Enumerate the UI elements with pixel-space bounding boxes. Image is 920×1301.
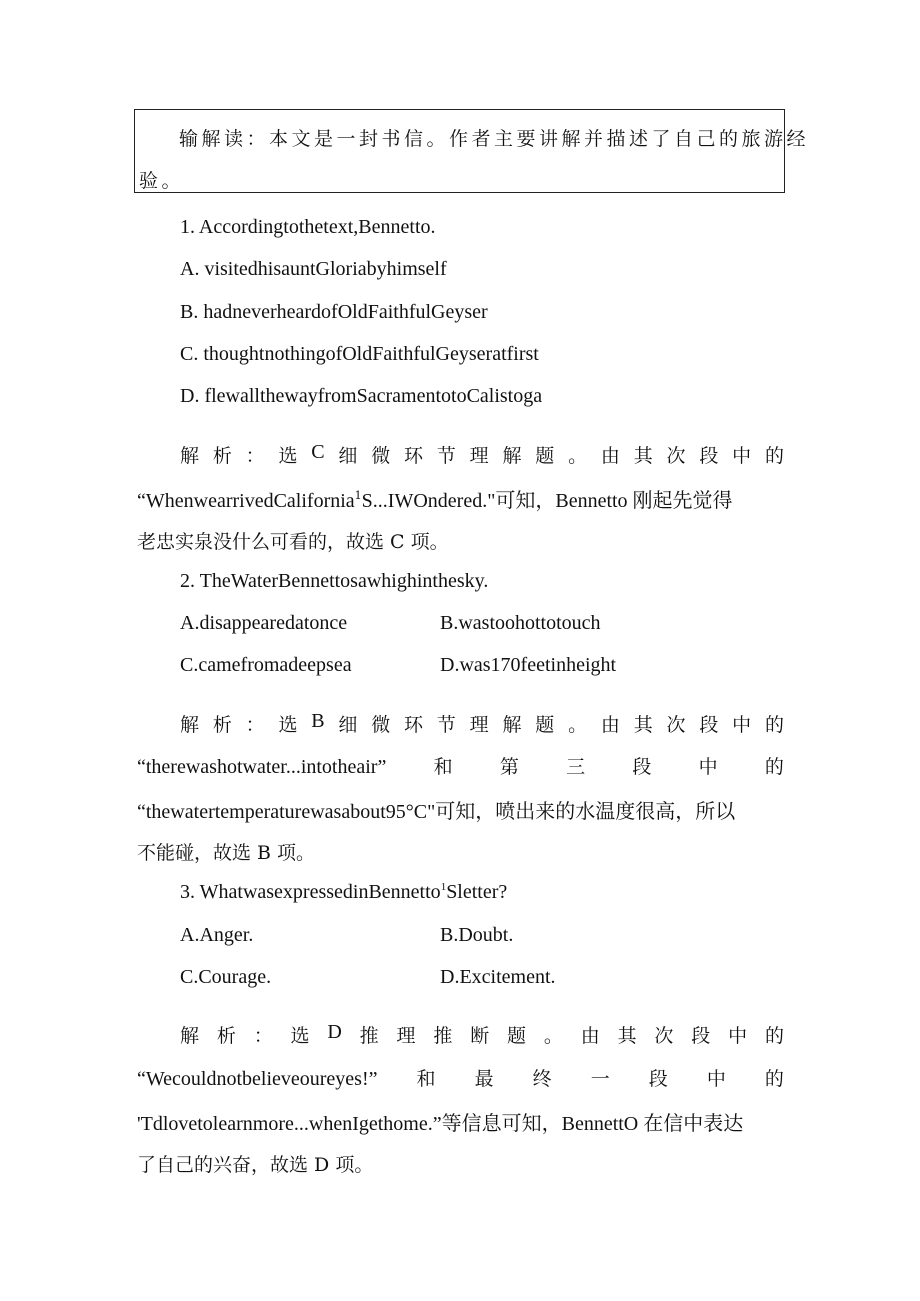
question-3-option-b: B.Doubt.	[440, 924, 514, 946]
question-2-option-c: C.camefromadeepsea	[180, 654, 352, 676]
question-2-stem: 2. TheWaterBennettosawhighinthesky.	[180, 570, 489, 592]
analysis-3-line-2: “Wecouldnotbelieveoureyes!” 和 最 终 一 段 中 的	[137, 1068, 784, 1090]
analysis-1-line-2: “WhenwearrivedCalifornia$^1$S...IWOndered."可知，Bennetto 刚起先觉得	[137, 489, 733, 512]
analysis-2-line-1: 解 析 ： 选 B 细 微 环 节 理 解 题 。 由 其 次 段 中 的	[180, 710, 784, 736]
question-1-option-c: C. thoughtnothingofOldFaithfulGeyseratfirst	[180, 343, 539, 365]
analysis-2-line-4: 不能碰，故选 B 项。	[137, 842, 316, 864]
analysis-2-line-3: “thewatertemperaturewasabout95°C"可知，喷出来的水温度很高，所以	[137, 801, 736, 823]
question-3-stem: 3. WhatwasexpressedinBennetto$^1$Sletter?	[180, 881, 508, 903]
analysis-3-line-3: 'Tdlovetolearnmore...whenIgethome.”等信息可知，BennettO 在信中表达	[137, 1113, 744, 1135]
analysis-2-line-2: “therewashotwater...intotheair” 和 第 三 段 中 的	[137, 756, 784, 778]
question-2-option-a: A.disappearedatonce	[180, 612, 348, 634]
intro-line-1: 输解读：本文是一封书信。作者主要讲解并描述了自己的旅游经	[179, 128, 810, 150]
analysis-3-line-4: 了自己的兴奋，故选 D 项。	[137, 1154, 374, 1176]
question-2-option-d: D.was170feetinheight	[440, 654, 617, 676]
question-1-stem: 1. Accordingtothetext,Bennetto.	[180, 216, 436, 238]
intro-box	[134, 109, 810, 193]
question-3-option-d: D.Excitement.	[440, 966, 556, 988]
question-3-option-a: A.Anger.	[180, 924, 254, 946]
question-2-option-b: B.wastoohottotouch	[440, 612, 601, 634]
question-3-option-c: C.Courage.	[180, 966, 272, 988]
question-1-option-d: D. flewallthewayfromSacramentotoCalistoga	[180, 385, 543, 407]
analysis-3-line-1: 解 析 ： 选 D 推 理 推 断 题 。 由 其 次 段 中 的	[180, 1021, 784, 1047]
analysis-1-line-1: 解 析 ： 选 C 细 微 环 节 理 解 题 。 由 其 次 段 中 的	[180, 441, 784, 467]
analysis-1-line-3: 老忠实泉没什么可看的，故选 C 项。	[137, 531, 449, 553]
question-1-option-b: B. hadneverheardofOldFaithfulGeyser	[180, 301, 488, 323]
intro-line-2: 验。	[139, 170, 185, 192]
question-1-option-a: A. visitedhisauntGloriabyhimself	[180, 258, 447, 280]
